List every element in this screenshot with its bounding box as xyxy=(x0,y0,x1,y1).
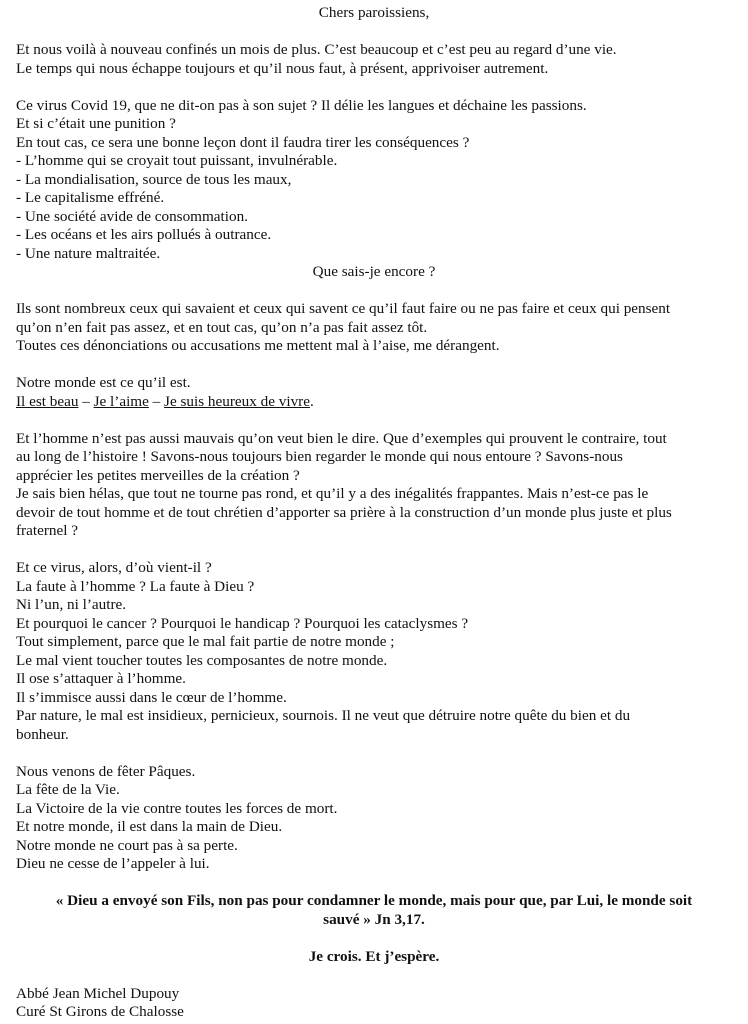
bible-quote-line: « Dieu a envoyé son Fils, non pas pour condamner le monde, mais pour que, par Lui, le monde soit xyxy=(55,892,693,909)
homme-line: Et l’homme n’est pas aussi mauvais qu’on veut bien le dire. Que d’exemples qui prouvent le contraire, tout xyxy=(16,429,667,447)
paques-line: Dieu ne cesse de l’appeler à lui. xyxy=(16,855,210,872)
mal-line: Et pourquoi le cancer ? Pourquoi le handicap ? Pourquoi les cataclysmes ? xyxy=(16,614,469,632)
virus-line: En tout cas, ce sera une bonne leçon dont il faudra tirer les conséquences ? xyxy=(16,133,470,151)
signature-name: Abbé Jean Michel Dupouy xyxy=(16,984,180,1002)
paques-line: Et notre monde, il est dans la main de Dieu. xyxy=(16,818,283,835)
paques-line: La Victoire de la vie contre toutes les forces de mort. xyxy=(16,799,338,817)
mal-line: Par nature, le mal est insidieux, pernicieux, sournois. Il ne veut que détruire notre quête du bien et du xyxy=(16,707,631,724)
closing-statement: Je crois. Et j’espère. xyxy=(308,947,440,965)
spacer xyxy=(16,282,732,301)
homme-line: fraternel ? xyxy=(16,522,78,539)
spacer xyxy=(16,929,732,948)
que-sais-je-heading: Que sais-je encore ? xyxy=(312,263,436,280)
spacer xyxy=(16,411,732,430)
mal-line: Ni l’un, ni l’autre. xyxy=(16,596,127,613)
list-item: - Une nature maltraitée. xyxy=(16,244,161,262)
spacer xyxy=(16,78,732,97)
bible-quote-line: sauvé » Jn 3,17. xyxy=(323,910,425,928)
spacer xyxy=(16,744,732,763)
spacer xyxy=(16,541,732,560)
denonciation-line: qu’on n’en fait pas assez, et en tout cas, qu’on n’a pas fait assez tôt. xyxy=(16,318,428,336)
paques-line: Notre monde ne court pas à sa perte. xyxy=(16,836,238,854)
intro-line: Et nous voilà à nouveau confinés un mois de plus. C’est beaucoup et c’est peu au regard d’une vie. xyxy=(16,41,617,58)
list-item: - Une société avide de consommation. xyxy=(16,207,248,225)
mal-line: Le mal vient toucher toutes les composantes de notre monde. xyxy=(16,651,388,669)
list-item: - Les océans et les airs pollués à outrance. xyxy=(16,226,272,243)
mal-line: bonheur. xyxy=(16,725,69,743)
mal-line: Il ose s’attaquer à l’homme. xyxy=(16,670,186,687)
monde-line: Notre monde est ce qu’il est. xyxy=(16,374,191,391)
il-est-beau: Il est beau xyxy=(16,392,79,410)
homme-line: devoir de tout homme et de tout chrétien d’apporter sa prière à la construction d’un monde plus juste et plus xyxy=(16,503,672,521)
spacer xyxy=(16,966,732,985)
list-item: - Le capitalisme effréné. xyxy=(16,189,165,206)
je-l-aime: Je l’aime xyxy=(93,392,149,410)
spacer xyxy=(16,874,732,893)
mal-line: Et ce virus, alors, d’où vient-il ? xyxy=(16,559,212,576)
mal-line: Il s’immisce aussi dans le cœur de l’homme. xyxy=(16,688,287,706)
homme-line: au long de l’histoire ! Savons-nous toujours bien regarder le monde qui nous entoure ? Savons-nous xyxy=(16,448,623,465)
separator: – xyxy=(78,392,94,410)
homme-line: apprécier les petites merveilles de la création ? xyxy=(16,466,300,484)
denonciation-line: Toutes ces dénonciations ou accusations me mettent mal à l’aise, me dérangent. xyxy=(16,337,500,354)
paques-line: La fête de la Vie. xyxy=(16,781,120,798)
denonciation-line: Ils sont nombreux ceux qui savaient et ceux qui savent ce qu’il faut faire ou ne pas faire et ceux qui pensent xyxy=(16,300,671,317)
homme-line: Je sais bien hélas, que tout ne tourne pas rond, et qu’il y a des inégalités frappantes. Mais n’est-ce pas le xyxy=(16,485,649,502)
mal-line: Tout simplement, parce que le mal fait partie de notre monde ; xyxy=(16,633,395,650)
paques-line: Nous venons de fêter Pâques. xyxy=(16,762,196,780)
separator: – xyxy=(148,392,165,410)
greeting: Chers paroissiens, xyxy=(318,4,430,21)
spacer xyxy=(16,356,732,375)
virus-line: Et si c’était une punition ? xyxy=(16,115,176,132)
intro-line: Le temps qui nous échappe toujours et qu’il nous faut, à présent, apprivoiser autrement. xyxy=(16,59,549,77)
list-item: - L’homme qui se croyait tout puissant, invulnérable. xyxy=(16,152,338,169)
period: . xyxy=(309,392,314,410)
je-suis-heureux: Je suis heureux de vivre xyxy=(164,392,310,410)
virus-line: Ce virus Covid 19, que ne dit-on pas à son sujet ? Il délie les langues et déchaine les passions. xyxy=(16,96,587,114)
spacer xyxy=(16,23,732,42)
monde-affirmation xyxy=(16,393,732,412)
list-item: - La mondialisation, source de tous les maux, xyxy=(16,170,292,188)
mal-line: La faute à l’homme ? La faute à Dieu ? xyxy=(16,577,255,595)
signature-title: Curé St Girons de Chalosse xyxy=(16,1003,184,1020)
